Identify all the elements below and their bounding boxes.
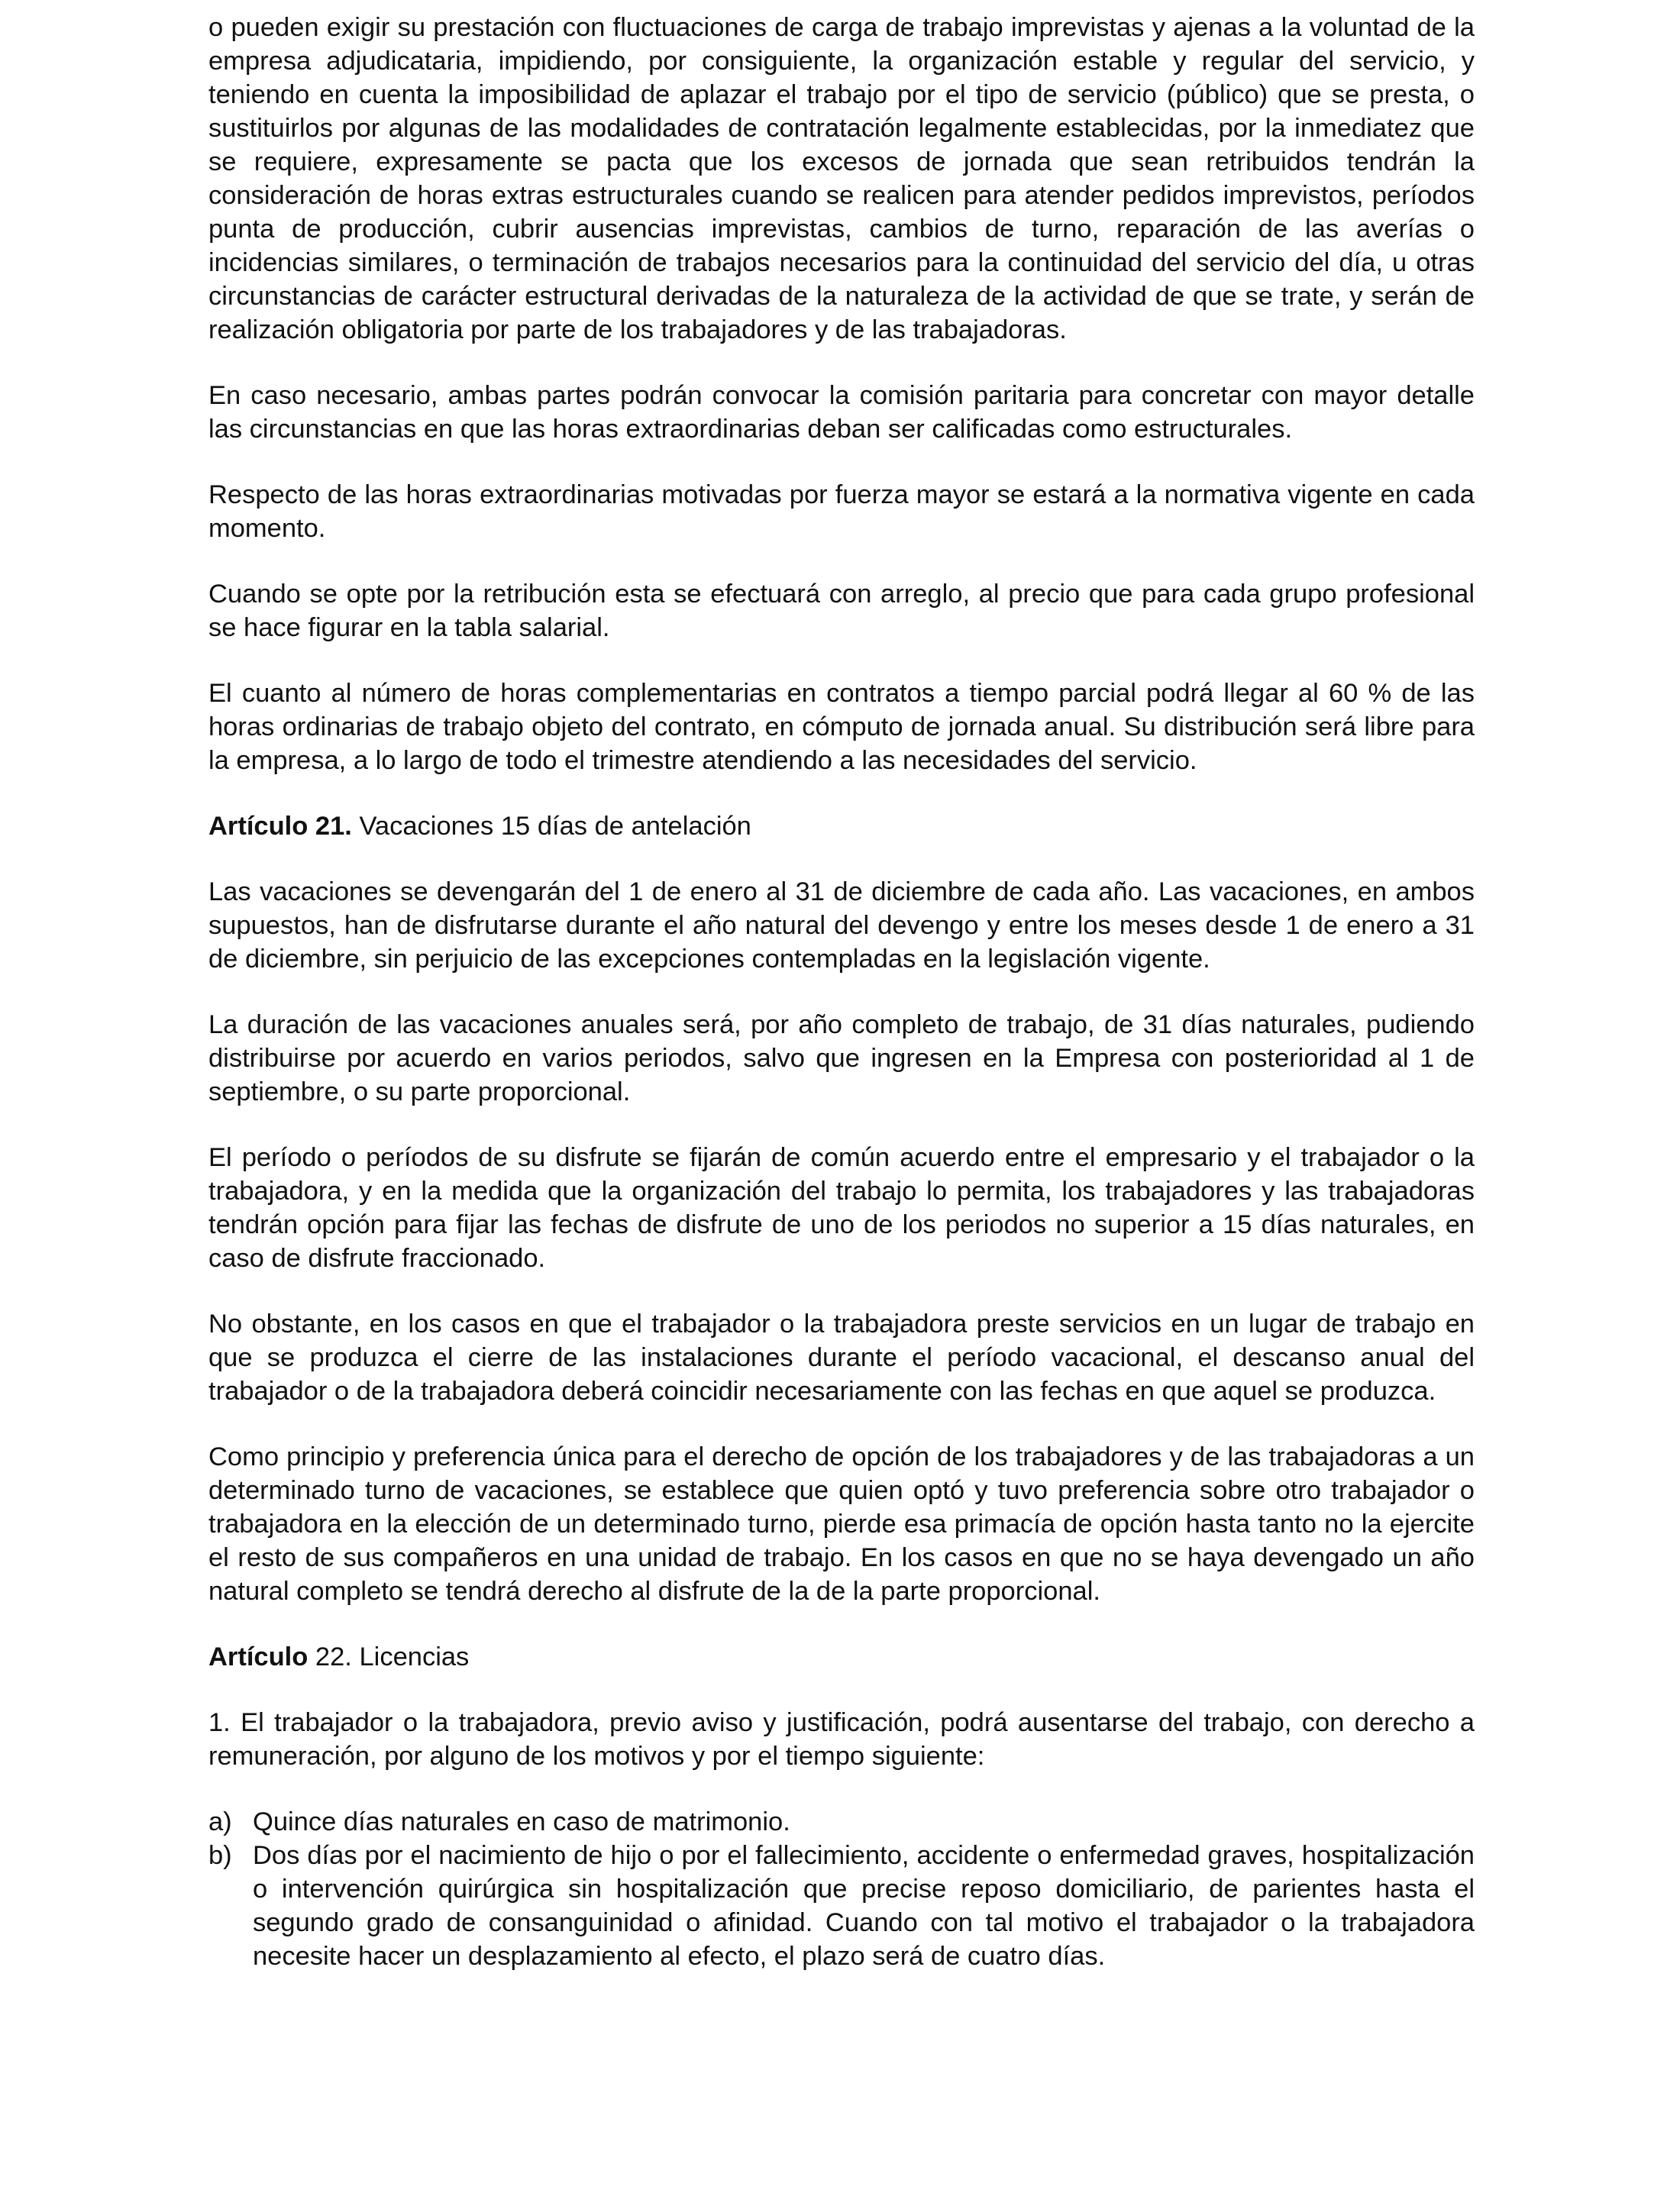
paragraph-vacation-preference: Como principio y preferencia única para el derecho de opción de los trabajadores y de las trabajadoras a un determinado turno de vacaciones, se establece que quien optó y tuvo preferencia sobre otro trabajador o trabajadora en la elección de un determinado turno, pierde esa primacía de opción hasta tanto no la ejercite el resto de sus compañeros en una unidad de trabajo. En los casos en que no se haya devengado un año natural completo se tendrá derecho al disfrute de la de la parte proporcional. xyxy=(208,1442,1475,1606)
article-21-title: Vacaciones 15 días de antelación xyxy=(351,812,751,841)
list-item xyxy=(208,1839,1475,1973)
paragraph-overtime-structural: o pueden exigir su prestación con fluctuaciones de carga de trabajo imprevistas y ajenas a la voluntad de la empresa adjudicataria, impidiendo, por consiguiente, la organización estable y regular del servicio, y teniendo en cuenta la imposibilidad de aplazar el trabajo por el tipo de servicio (público) que se presta, o sustituirlos por algunas de las modalidades de contratación legalmente establecidas, por la inmediatez que se requiere, expresamente se pacta que los excesos de jornada que sean retribuidos tendrán la consideración de horas extras estructurales cuando se realicen para atender pedidos imprevistos, períodos punta de producción, cubrir ausencias imprevistas, cambios de turno, reparación de las averías o incidencias similares, o terminación de trabajos necesarios para la continuidad del servicio del día, u otras circunstancias de carácter estructural derivadas de la naturaleza de la actividad de que se trate, y serán de realización obligatoria por parte de los trabajadores y de las trabajadoras. xyxy=(208,13,1475,344)
article-22-label: Artículo xyxy=(208,1642,309,1671)
paragraph-complementary-hours: El cuanto al número de horas complementarias en contratos a tiempo parcial podrá llegar al 60 % de las horas ordinarias de trabajo objeto del contrato, en cómputo de jornada anual. Su distribución será libre para la empresa, a lo largo de todo el trimestre atendiendo a las necesidades del servicio. xyxy=(208,679,1475,775)
list-item-text: Dos días por el nacimiento de hijo o por el fallecimiento, accidente o enfermedad graves, hospitalización o intervención quirúrgica sin hospitalización que precise reposo domiciliario, de parientes hasta el segundo grado de consanguinidad o afinidad. Cuando con tal motivo el trabajador o la trabajadora necesite hacer un desplazamiento al efecto, el plazo será de cuatro días. xyxy=(253,1841,1475,1971)
paragraph-vacation-duration: La duración de las vacaciones anuales será, por año completo de trabajo, de 31 días naturales, pudiendo distribuirse por acuerdo en varios periodos, salvo que ingresen en la Empresa con posterioridad al 1 de septiembre, o su parte proporcional. xyxy=(208,1010,1475,1106)
paragraph-vacation-closure: No obstante, en los casos en que el trabajador o la trabajadora preste servicios en un lugar de trabajo en que se produzca el cierre de las instalaciones durante el período vacacional, el descanso anual del trabajador o de la trabajadora deberá coincidir necesariamente con las fechas en que aquel se produzca. xyxy=(208,1310,1475,1406)
list-item xyxy=(208,1805,1475,1839)
article-21-heading xyxy=(208,809,1475,843)
paragraph-leave-intro: 1. El trabajador o la trabajadora, previo aviso y justificación, podrá ausentarse del trabajo, con derecho a remuneración, por alguno de los motivos y por el tiempo siguiente: xyxy=(208,1708,1475,1771)
paragraph-vacation-accrual: Las vacaciones se devengarán del 1 de enero al 31 de diciembre de cada año. Las vacaciones, en ambos supuestos, han de disfrutarse durante el año natural del devengo y entre los meses desde 1 de enero a 31 de diciembre, sin perjuicio de las excepciones contempladas en la legislación vigente. xyxy=(208,877,1475,974)
list-marker: a) xyxy=(208,1807,232,1836)
article-21-label: Artículo 21. xyxy=(208,812,352,841)
list-item-text: Quince días naturales en caso de matrimonio. xyxy=(253,1807,790,1836)
document-page xyxy=(208,11,1475,1973)
leave-list xyxy=(208,1805,1475,1973)
article-22-title: 22. Licencias xyxy=(308,1642,470,1671)
paragraph-remuneration: Cuando se opte por la retribución esta se efectuará con arreglo, al precio que para cada grupo profesional se hace figurar en la tabla salarial. xyxy=(208,580,1475,642)
article-22-heading xyxy=(208,1640,1475,1674)
list-marker: b) xyxy=(208,1841,232,1870)
paragraph-vacation-period: El período o períodos de su disfrute se fijarán de común acuerdo entre el empresario y el trabajador o la trabajadora, y en la medida que la organización del trabajo lo permita, los trabajadores y las trabajadoras tendrán opción para fijar las fechas de disfrute de uno de los periodos no superior a 15 días naturales, en caso de disfrute fraccionado. xyxy=(208,1143,1475,1273)
paragraph-force-majeure: Respecto de las horas extraordinarias motivadas por fuerza mayor se estará a la normativa vigente en cada momento. xyxy=(208,480,1475,543)
paragraph-joint-commission: En caso necesario, ambas partes podrán convocar la comisión paritaria para concretar con mayor detalle las circunstancias en que las horas extraordinarias deban ser calificadas como estructurales. xyxy=(208,381,1475,444)
